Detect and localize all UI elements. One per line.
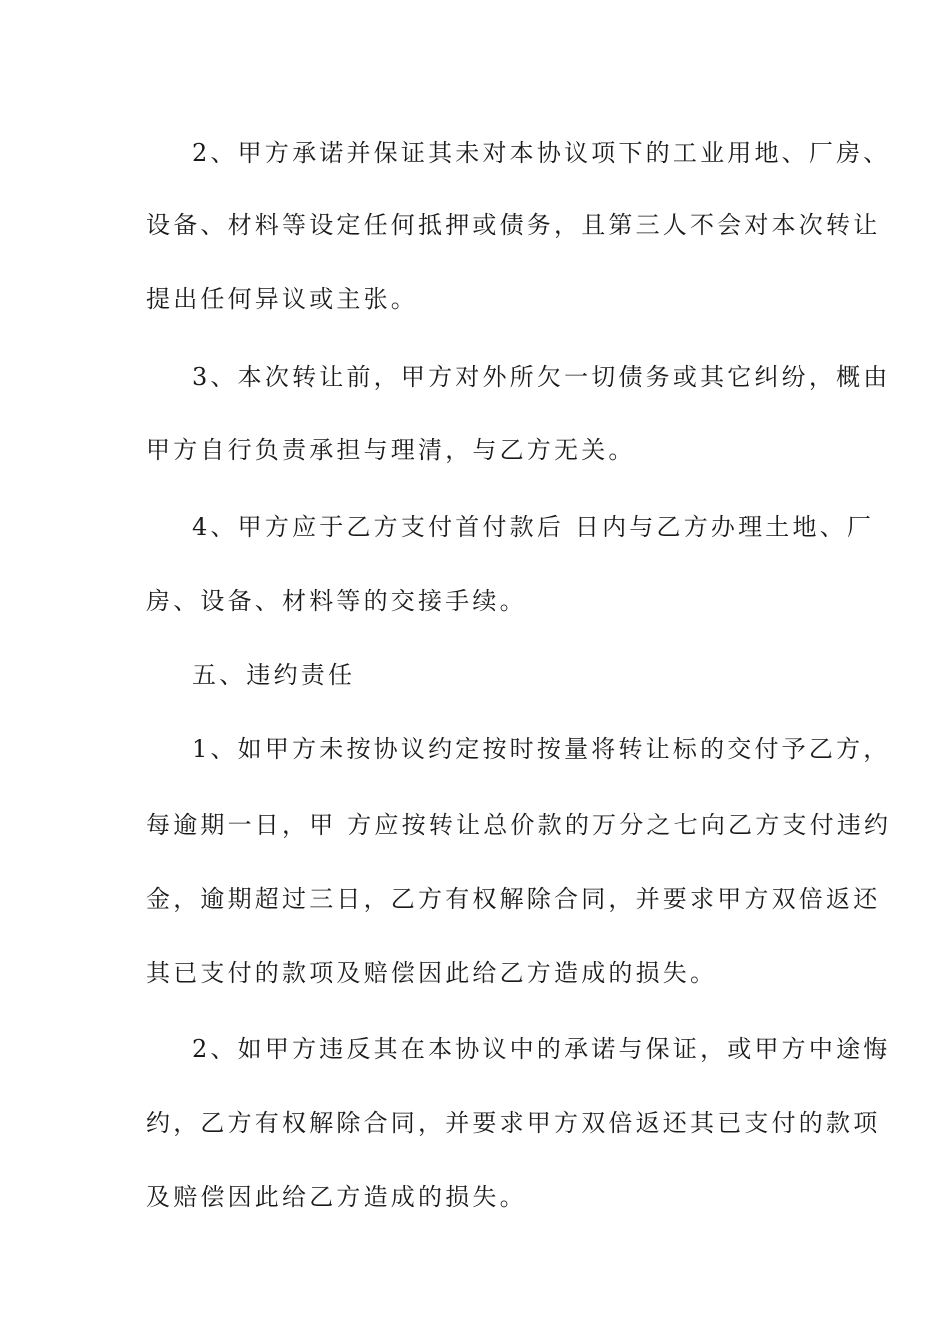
section-heading-breach-liability: 五、违约责任 [192,661,356,689]
clause-2-line-3: 提出任何异议或主张。 [146,285,418,313]
clause-3-line-2: 甲方自行负责承担与理清，与乙方无关。 [146,436,636,464]
clause-2-line-2: 设备、材料等设定任何抵押或债务，且第三人不会对本次转让 [146,211,881,239]
clause-4-line-2: 房、设备、材料等的交接手续。 [146,587,527,615]
breach-clause-2-line-3: 及赔偿因此给乙方造成的损失。 [146,1183,527,1211]
breach-clause-1-line-4: 其已支付的款项及赔偿因此给乙方造成的损失。 [146,959,718,987]
clause-2-line-1: 2、甲方承诺并保证其未对本协议项下的工业用地、厂房、 [192,139,891,167]
breach-clause-1-line-1: 1、如甲方未按协议约定按时按量将转让标的交付予乙方， [192,735,891,763]
breach-clause-2-line-2: 约，乙方有权解除合同，并要求甲方双倍返还其已支付的款项 [146,1109,881,1137]
breach-clause-2-line-1: 2、如甲方违反其在本协议中的承诺与保证，或甲方中途悔 [192,1035,891,1063]
breach-clause-1-line-3: 金，逾期超过三日，乙方有权解除合同，并要求甲方双倍返还 [146,885,881,913]
breach-clause-1-line-2: 每逾期一日，甲 方应按转让总价款的万分之七向乙方支付违约 [146,811,892,839]
clause-3-line-1: 3、本次转让前，甲方对外所欠一切债务或其它纠纷，概由 [192,363,891,391]
clause-4-line-1: 4、甲方应于乙方支付首付款后 日内与乙方办理土地、厂 [192,513,875,541]
